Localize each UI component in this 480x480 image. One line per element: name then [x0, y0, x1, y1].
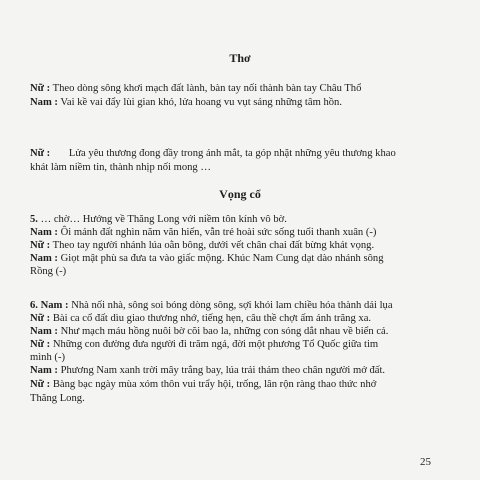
speaker-label: Nữ : [30, 240, 51, 251]
verse-line [30, 325, 450, 338]
speaker-label: Nam : [30, 227, 58, 238]
verse-text: Lửa yêu thương đong đầy trong ánh mắt, ta góp nhặt những yêu thương khao [68, 148, 396, 159]
verse-continuation: khát làm niềm tin, thành nhịp nối mong … [30, 162, 211, 173]
verse-line [30, 338, 450, 351]
verse-text: Những con đường đưa người đi trăm ngả, đời một phương Tổ Quốc giữa tim [52, 339, 379, 350]
speaker-label: Nữ : [30, 339, 51, 350]
section-title-tho: Thơ [229, 51, 251, 65]
verse-text: Bài ca cổ đất dìu giao thương nhớ, tiếng hẹn, câu thề chợt ấm ánh trăng xa. [52, 313, 372, 324]
speaker-label: Nữ : [30, 379, 51, 390]
verse-line [30, 147, 450, 160]
verse-line [30, 96, 450, 109]
stanza-number: 5. [30, 214, 38, 225]
speaker-label: Nam : [30, 365, 58, 376]
speaker-label: Nữ : [30, 83, 51, 94]
verse-text: Vai kề vai đẩy lùi gian khó, lửa hoang vu vụt sáng những tâm hồn. [60, 97, 342, 108]
verse-text: Phương Nam xanh trời mây trắng bay, lúa trải thảm theo chân người mở đất. [60, 365, 386, 376]
verse-line [30, 213, 450, 226]
verse-continuation: mình (-) [30, 352, 66, 363]
verse-text: Theo tay người nhánh lúa oằn bông, dưới vết chân chai đất bừng khát vọng. [52, 240, 375, 251]
verse-text: … chờ… Hướng về Thăng Long với niềm tôn kính vô bờ. [40, 214, 287, 225]
speaker-label: Nam : [30, 326, 58, 337]
verse-line [30, 378, 450, 391]
verse-continuation: Thăng Long. [30, 393, 85, 404]
section-title-vong-co: Vọng cổ [219, 187, 261, 201]
verse-line [30, 226, 450, 239]
speaker-label: Nữ : [30, 148, 51, 159]
speaker-label: Nam : [30, 97, 58, 108]
verse-line [30, 252, 450, 265]
verse-line [30, 239, 450, 252]
page-number: 25 [420, 456, 431, 468]
verse-text: Bàng bạc ngày mùa xóm thôn vui trẩy hội, trống, lân rộn ràng thao thức nhớ [52, 379, 377, 390]
verse-text: Giọt mật phù sa đưa ta vào giấc mộng. Khúc Nam Cung dạt dào nhánh sông [60, 253, 384, 264]
verse-text: Như mạch máu hồng nuôi bờ cõi bao la, những con sóng dắt nhau về biển cả. [60, 326, 389, 337]
speaker-label: Nữ : [30, 313, 51, 324]
verse-text: Nhà nối nhà, sông soi bóng dòng sông, sợi khói lam chiều hóa thành dải lụa [71, 300, 393, 311]
verse-text: Theo dòng sông khơi mạch đất lành, bàn tay nối thành bàn tay Châu Thổ [52, 83, 362, 94]
verse-line [30, 312, 450, 325]
verse-continuation: Rồng (-) [30, 266, 67, 277]
verse-line [30, 82, 450, 95]
speaker-label: Nam : [30, 253, 58, 264]
stanza-number: 6. Nam : [30, 300, 69, 311]
verse-line [30, 364, 450, 377]
verse-text: Ôi mảnh đất nghìn năm văn hiến, vẫn trẻ hoài sức sống tuổi thanh xuân (-) [60, 227, 377, 238]
verse-line [30, 299, 450, 312]
